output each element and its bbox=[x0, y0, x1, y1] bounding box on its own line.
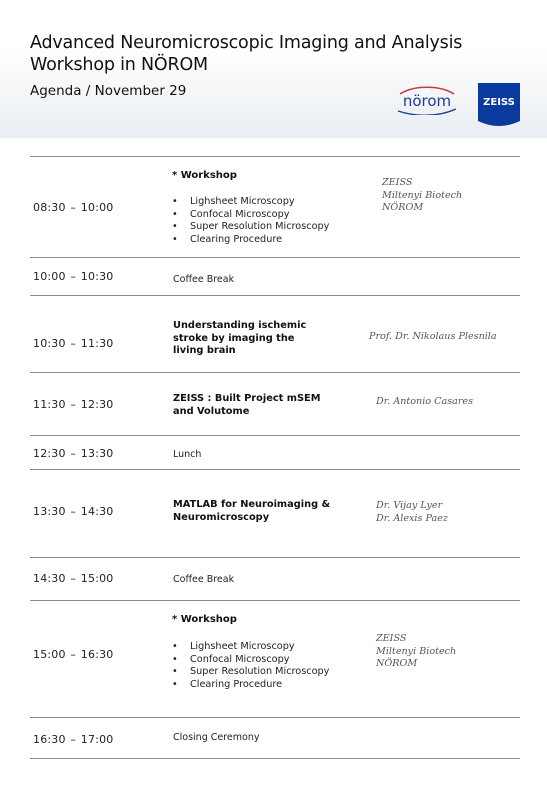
list-item: • Super Resolution Microscopy bbox=[172, 666, 330, 678]
session-time: 10:30 – 11:30 bbox=[33, 337, 114, 350]
list-item: • Confocal Microscopy bbox=[172, 653, 290, 665]
session-speakers: Dr. Vijay Lyer Dr. Alexis Paez bbox=[376, 500, 448, 524]
row-divider bbox=[30, 758, 520, 759]
page-title: Advanced Neuromicroscopic Imaging and Analysis Workshop in NÖROM bbox=[30, 33, 463, 75]
session-speakers: ZEISS Miltenyi Biotech NÖROM bbox=[382, 177, 463, 213]
list-item: • Super Resolution Microscopy bbox=[172, 221, 330, 233]
norom-logo bbox=[394, 85, 460, 115]
session-title: Closing Ceremony bbox=[173, 732, 260, 743]
session-time: 08:30 – 10:00 bbox=[33, 201, 114, 214]
row-divider bbox=[30, 717, 520, 718]
row-divider bbox=[30, 156, 520, 157]
norom-logo-text: nörom bbox=[402, 92, 452, 110]
row-divider bbox=[30, 372, 520, 373]
session-time: 16:30 – 17:00 bbox=[33, 733, 114, 746]
zeiss-logo bbox=[478, 83, 520, 127]
row-divider bbox=[30, 257, 520, 258]
row-divider bbox=[30, 469, 520, 470]
session-speakers: Prof. Dr. Nikolaus Plesnila bbox=[369, 331, 497, 342]
list-item: • Confocal Microscopy bbox=[172, 208, 290, 220]
row-divider bbox=[30, 295, 520, 296]
session-title: * Workshop bbox=[172, 170, 237, 181]
row-divider bbox=[30, 557, 520, 558]
page-subtitle: Agenda / November 29 bbox=[30, 83, 187, 99]
session-title: Coffee Break bbox=[173, 274, 235, 285]
session-title: MATLAB for Neuroimaging & Neuromicroscopy bbox=[173, 499, 331, 523]
row-divider bbox=[30, 600, 520, 601]
session-time: 13:30 – 14:30 bbox=[33, 505, 114, 518]
session-title: Coffee Break bbox=[173, 574, 235, 585]
session-title: ZEISS : Built Project mSEM and Volutome bbox=[173, 393, 321, 417]
session-time: 14:30 – 15:00 bbox=[33, 572, 114, 585]
session-topics bbox=[172, 641, 329, 691]
session-title: Lunch bbox=[173, 449, 202, 460]
session-time: 11:30 – 12:30 bbox=[33, 398, 114, 411]
session-title: * Workshop bbox=[172, 614, 237, 625]
session-speakers: Dr. Antonio Casares bbox=[376, 396, 474, 407]
session-time: 15:00 – 16:30 bbox=[33, 648, 114, 661]
session-time: 12:30 – 13:30 bbox=[33, 447, 114, 460]
session-speakers: ZEISS Miltenyi Biotech NÖROM bbox=[376, 633, 457, 669]
list-item: • Clearing Procedure bbox=[172, 233, 283, 245]
zeiss-logo-text: ZEISS bbox=[483, 97, 515, 108]
row-divider bbox=[30, 435, 520, 436]
session-title: Understanding ischemic stroke by imaging the living brain bbox=[173, 320, 307, 356]
list-item: • Lighsheet Microscopy bbox=[172, 641, 295, 652]
list-item: • Clearing Procedure bbox=[172, 678, 283, 690]
list-item: • Lighsheet Microscopy bbox=[172, 196, 295, 207]
session-topics bbox=[172, 196, 329, 246]
session-time: 10:00 – 10:30 bbox=[33, 270, 114, 283]
